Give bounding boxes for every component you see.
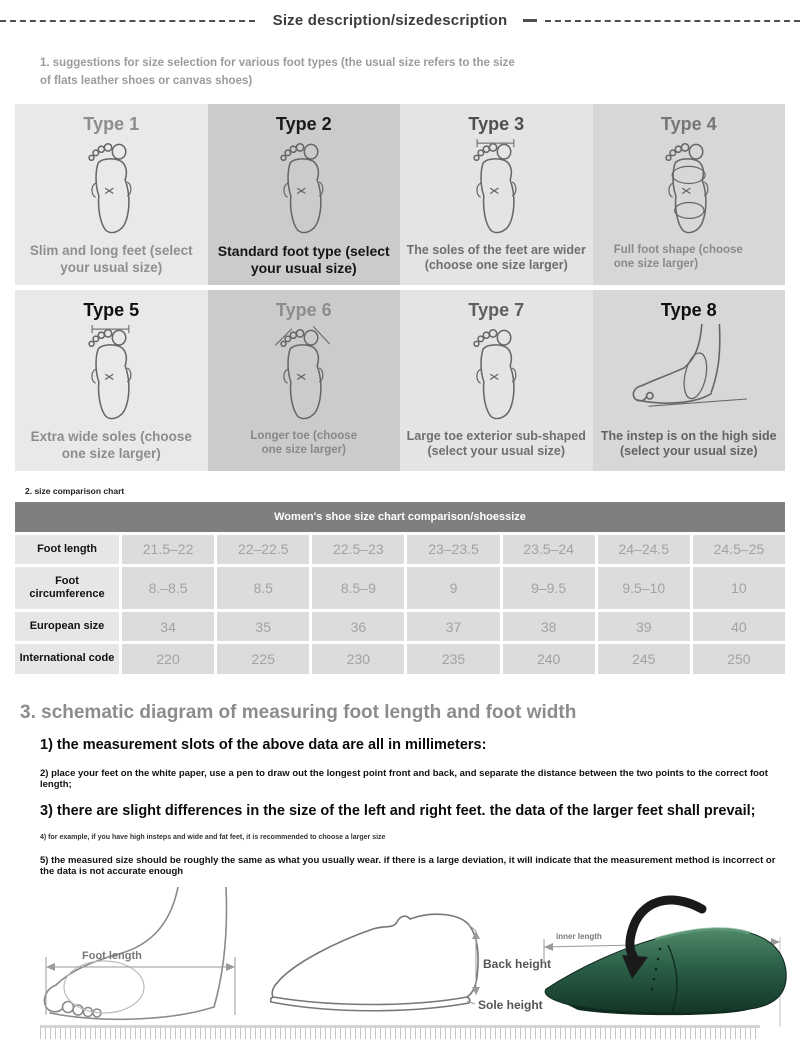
note-5: 5) the measured size should be roughly the same as what you usually wear. if there is a large deviation, it will indicate that the measurement method is incorrect or the data is not accurate enough xyxy=(40,854,776,877)
table-cell: 225 xyxy=(217,644,309,673)
table-cell: 36 xyxy=(312,612,404,641)
foot-sole-longtoe-icon xyxy=(267,323,340,427)
foot-sole-icon xyxy=(75,137,148,241)
table-cell: 39 xyxy=(598,612,690,641)
measuring-diagrams xyxy=(0,887,800,1055)
foot-type-caption: The soles of the feet are wider (choose one size larger) xyxy=(406,242,586,273)
table-cell: 250 xyxy=(693,644,785,673)
foot-sole-width-icon xyxy=(75,323,148,427)
foot-type-card-4 xyxy=(593,104,786,285)
foot-type-title: Type 3 xyxy=(468,113,525,134)
size-comparison-table xyxy=(15,502,785,674)
note-1: 1) the measurement slots of the above data are all in millimeters: xyxy=(40,736,487,753)
table-title: Women's shoe size chart comparison/shoessize xyxy=(15,502,785,532)
foot-type-card-5 xyxy=(15,290,208,471)
foot-type-card-2 xyxy=(208,104,401,285)
sole-height-label: Sole height xyxy=(478,997,543,1012)
section2-label: 2. size comparison chart xyxy=(25,485,125,496)
table-cell: 22–22.5 xyxy=(217,535,309,564)
table-cell: 34 xyxy=(122,612,214,641)
foot-length-label: Foot length xyxy=(82,949,142,962)
table-cell: 10 xyxy=(693,567,785,609)
foot-type-caption: Standard foot type (select your usual size) xyxy=(217,242,390,277)
foot-type-card-8 xyxy=(593,290,786,471)
table-cell: 8.5–9 xyxy=(312,567,404,609)
table-cell: 9 xyxy=(407,567,499,609)
section3-heading: 3. schematic diagram of measuring foot length and foot width xyxy=(20,701,577,723)
header-dashed-line-right xyxy=(545,20,800,22)
note-4: 4) for example, if you have high insteps and wide and fat feet, it is recommended to choose a larger size xyxy=(40,833,386,841)
table-cell: 240 xyxy=(503,644,595,673)
page-title: Size description/sizedescription xyxy=(272,12,508,29)
foot-type-title: Type 6 xyxy=(275,299,332,320)
foot-type-caption: Slim and long feet (select your usual size) xyxy=(29,242,193,275)
row-label: Foot circumference xyxy=(15,567,119,609)
table-body xyxy=(15,535,785,674)
table-cell: 38 xyxy=(503,612,595,641)
table-cell: 235 xyxy=(407,644,499,673)
foot-type-caption: Full foot shape (choose one size larger) xyxy=(613,243,743,270)
table-cell: 8.5 xyxy=(217,567,309,609)
foot-sole-icon xyxy=(267,137,340,241)
table-cell: 245 xyxy=(598,644,690,673)
foot-type-card-1 xyxy=(15,104,208,285)
foot-type-title: Type 4 xyxy=(660,113,717,134)
row-label: Foot length xyxy=(15,535,119,564)
table-cell: 220 xyxy=(122,644,214,673)
table-cell: 230 xyxy=(312,644,404,673)
table-cell: 9–9.5 xyxy=(503,567,595,609)
note-3: 3) there are slight differences in the size of the left and right feet. the data of the larger feet shall prevail; xyxy=(40,802,756,819)
foot-type-title: Type 5 xyxy=(83,299,140,320)
foot-type-caption: Large toe exterior sub-shaped (select your usual size) xyxy=(406,428,586,459)
table-cell: 24–24.5 xyxy=(598,535,690,564)
foot-type-caption: The instep is on the high side (select your usual size) xyxy=(600,428,777,459)
foot-type-caption: Extra wide soles (choose one size larger) xyxy=(30,428,192,461)
table-cell: 9.5–10 xyxy=(598,567,690,609)
foot-sole-icon xyxy=(460,323,533,427)
foot-sole-full-icon xyxy=(652,137,725,241)
table-cell: 23–23.5 xyxy=(407,535,499,564)
header-dashed-line-left xyxy=(0,20,255,22)
green-shoe-body xyxy=(545,928,786,1012)
foot-type-card-6 xyxy=(208,290,401,471)
foot-type-title: Type 2 xyxy=(275,113,332,134)
table-cell: 24.5–25 xyxy=(693,535,785,564)
row-label: International code xyxy=(15,644,119,673)
foot-type-title: Type 1 xyxy=(83,113,140,134)
foot-type-title: Type 7 xyxy=(468,299,525,320)
row-label: European size xyxy=(15,612,119,641)
note-2: 2) place your feet on the white paper, use a pen to draw out the longest point front and back, and separate the distance between the two points to the correct foot length; xyxy=(40,767,768,790)
inner-length-label: inner length xyxy=(556,931,602,941)
foot-side-instep-icon xyxy=(625,323,753,427)
table-cell: 8.–8.5 xyxy=(122,567,214,609)
header-dash-accent xyxy=(523,19,537,22)
foot-length-diagram xyxy=(30,887,265,1027)
green-shoe-inner-length-diagram xyxy=(540,887,798,1029)
page-header xyxy=(0,0,800,29)
foot-type-card-3 xyxy=(400,104,593,285)
shoe-height-diagram xyxy=(263,905,573,1030)
section1-heading: 1. suggestions for size selection for various foot types (the usual size refers to the size of flats leather shoes or canvas shoes) xyxy=(40,57,515,87)
foot-type-title: Type 8 xyxy=(660,299,717,320)
foot-sole-width-icon xyxy=(460,137,533,241)
table-cell: 22.5–23 xyxy=(312,535,404,564)
table-cell: 35 xyxy=(217,612,309,641)
back-height-label: Back height xyxy=(483,956,552,971)
table-cell: 21.5–22 xyxy=(122,535,214,564)
table-cell: 37 xyxy=(407,612,499,641)
foot-type-grid xyxy=(15,104,785,471)
foot-type-card-7 xyxy=(400,290,593,471)
section3-notes xyxy=(40,737,790,877)
table-cell: 23.5–24 xyxy=(503,535,595,564)
foot-type-caption: Longer toe (choose one size larger) xyxy=(250,429,358,456)
table-cell: 40 xyxy=(693,612,785,641)
